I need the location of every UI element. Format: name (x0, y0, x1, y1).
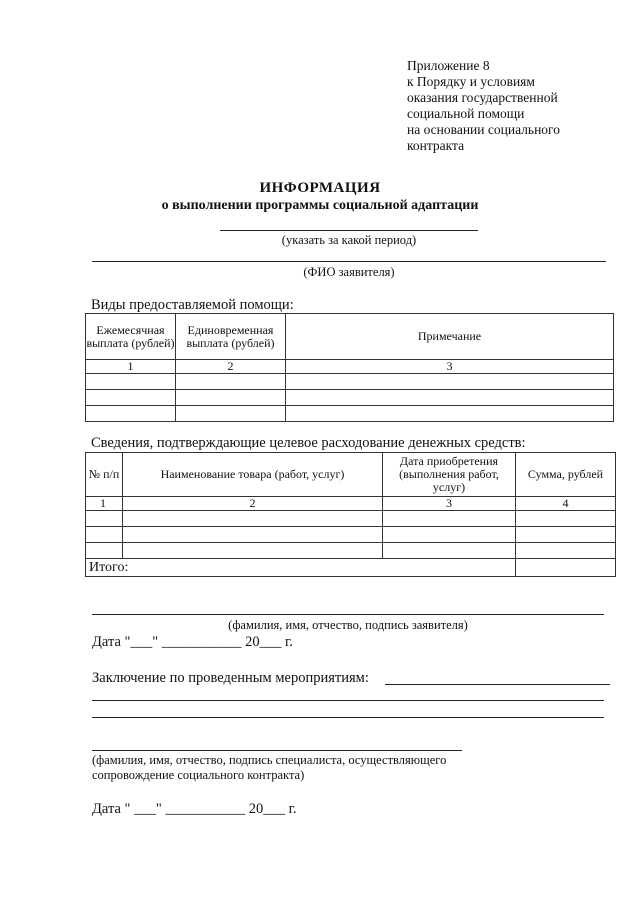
assistance-table (85, 313, 614, 422)
table2-heading: Сведения, подтверждающие целевое расходование денежных средств: (91, 435, 526, 451)
table-cell[interactable] (86, 406, 176, 422)
table-cell[interactable] (176, 390, 286, 406)
applicant-signature-line[interactable] (92, 614, 604, 615)
table-cell[interactable] (86, 543, 123, 559)
column-header: Единовременная выплата (рублей) (176, 314, 286, 360)
column-number: 1 (86, 360, 176, 374)
date-line-2: Дата " ___" ___________ 20___ г. (92, 801, 297, 817)
column-number-row (86, 497, 616, 511)
fio-caption: (ФИО заявителя) (303, 265, 395, 279)
table-cell[interactable] (383, 543, 516, 559)
table-cell[interactable] (123, 511, 383, 527)
conclusion-input-line[interactable] (92, 717, 604, 718)
column-number-row (86, 360, 614, 374)
table-cell[interactable] (86, 511, 123, 527)
applicant-signature-caption: (фамилия, имя, отчество, подпись заявителя) (228, 618, 468, 632)
conclusion-label: Заключение по проведенным мероприятиям: (92, 670, 369, 686)
annex-line: на основании социального (407, 122, 561, 137)
table-cell[interactable] (383, 511, 516, 527)
annex-block (407, 58, 617, 154)
caption-line: (фамилия, имя, отчество, подпись специалиста, осуществляющего (92, 753, 447, 767)
document-subtitle: о выполнении программы социальной адаптации (161, 198, 479, 213)
table-row (86, 406, 614, 422)
total-value-cell[interactable] (516, 559, 616, 577)
column-header: Наименование товара (работ, услуг) (123, 453, 383, 497)
conclusion-input-line[interactable] (92, 700, 604, 701)
total-row (86, 559, 616, 577)
table-cell[interactable] (123, 543, 383, 559)
expenses-table (85, 452, 616, 577)
period-input-line[interactable] (220, 230, 478, 231)
table-cell[interactable] (176, 374, 286, 390)
date-line-1: Дата "___" ___________ 20___ г. (92, 634, 293, 650)
table-cell[interactable] (86, 390, 176, 406)
table-cell[interactable] (86, 527, 123, 543)
table-cell[interactable] (516, 527, 616, 543)
table-row (86, 527, 616, 543)
column-number: 2 (123, 497, 383, 511)
column-header: Ежемесячная выплата (рублей) (86, 314, 176, 360)
specialist-signature-caption (92, 753, 512, 783)
period-caption: (указать за какой период) (281, 233, 417, 247)
total-label: Итого: (86, 559, 516, 577)
table-cell[interactable] (286, 374, 614, 390)
column-number: 3 (286, 360, 614, 374)
column-header: № п/п (86, 453, 123, 497)
conclusion-input-line[interactable] (385, 684, 610, 685)
annex-line: контракта (407, 138, 465, 153)
annex-line: оказания государственной (407, 90, 558, 105)
table-cell[interactable] (516, 511, 616, 527)
applicant-fio-line[interactable] (92, 261, 606, 262)
column-number: 2 (176, 360, 286, 374)
caption-line: сопровождение социального контракта) (92, 768, 305, 782)
table-cell[interactable] (176, 406, 286, 422)
column-number: 4 (516, 497, 616, 511)
table-cell[interactable] (286, 390, 614, 406)
table-cell[interactable] (383, 527, 516, 543)
document-title: ИНФОРМАЦИЯ (259, 180, 381, 196)
table-cell[interactable] (86, 374, 176, 390)
column-header: Примечание (286, 314, 614, 360)
table1-heading: Виды предоставляемой помощи: (91, 297, 294, 313)
column-number: 1 (86, 497, 123, 511)
table-cell[interactable] (286, 406, 614, 422)
column-number: 3 (383, 497, 516, 511)
table-cell[interactable] (123, 527, 383, 543)
table-row (86, 374, 614, 390)
table-row (86, 511, 616, 527)
column-header: Сумма, рублей (516, 453, 616, 497)
table-row (86, 543, 616, 559)
specialist-signature-line[interactable] (92, 750, 462, 751)
table-cell[interactable] (516, 543, 616, 559)
table-row (86, 390, 614, 406)
annex-line: социальной помощи (407, 106, 525, 121)
annex-line: к Порядку и условиям (407, 74, 535, 89)
annex-line: Приложение 8 (407, 58, 490, 73)
column-header: Дата приобретения (выполнения работ, услуг) (383, 453, 516, 497)
